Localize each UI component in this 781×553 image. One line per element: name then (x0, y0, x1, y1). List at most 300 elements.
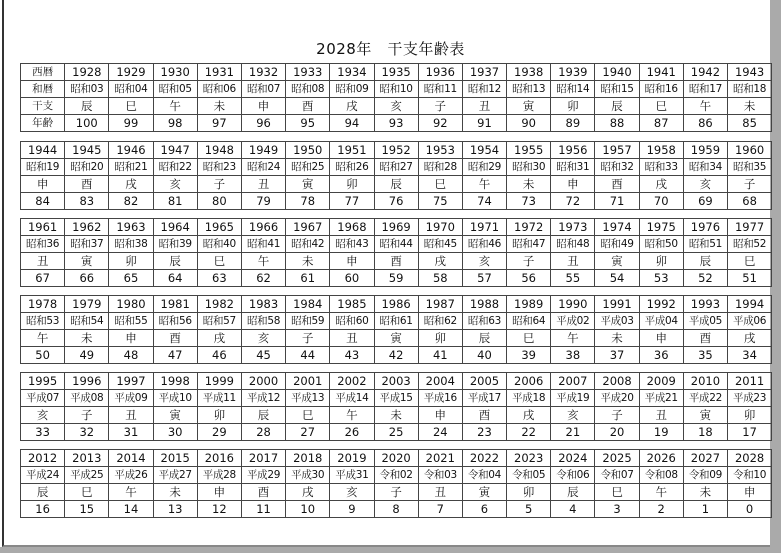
eto-cell: 辰 (374, 176, 418, 193)
year-cell: 1958 (639, 142, 683, 159)
eto-cell: 巳 (595, 484, 639, 501)
age-cell: 65 (109, 270, 153, 287)
table-row-eto (21, 407, 772, 424)
year-cell: 2019 (330, 450, 374, 467)
age-cell: 14 (109, 501, 153, 518)
era-cell: 昭和25 (286, 159, 330, 176)
year-cell: 1953 (418, 142, 462, 159)
eto-cell: 寅 (507, 98, 551, 115)
age-cell: 68 (728, 193, 772, 210)
year-cell: 2007 (551, 373, 595, 390)
age-cell: 60 (330, 270, 374, 287)
age-cell: 5 (507, 501, 551, 518)
era-cell: 令和05 (507, 467, 551, 484)
age-cell: 88 (595, 115, 639, 132)
era-cell: 平成20 (595, 390, 639, 407)
age-cell: 70 (639, 193, 683, 210)
year-cell: 2013 (65, 450, 109, 467)
year-cell: 1975 (639, 219, 683, 236)
era-cell: 平成31 (330, 467, 374, 484)
eto-cell: 未 (595, 330, 639, 347)
age-table-block (20, 449, 772, 518)
year-cell: 2014 (109, 450, 153, 467)
era-cell: 昭和20 (65, 159, 109, 176)
era-cell: 平成08 (65, 390, 109, 407)
year-cell: 1959 (683, 142, 727, 159)
eto-cell: 亥 (241, 330, 285, 347)
year-cell: 2015 (153, 450, 197, 467)
eto-cell: 卯 (330, 176, 374, 193)
era-cell: 平成28 (197, 467, 241, 484)
eto-cell: 午 (21, 330, 65, 347)
age-cell: 32 (65, 424, 109, 441)
eto-cell: 未 (65, 330, 109, 347)
eto-cell: 未 (286, 253, 330, 270)
era-cell: 昭和53 (21, 313, 65, 330)
table-row-age (21, 424, 772, 441)
table-row-age (21, 193, 772, 210)
year-cell: 2012 (21, 450, 65, 467)
age-cell: 98 (153, 115, 197, 132)
eto-cell: 巳 (639, 98, 683, 115)
era-cell: 昭和10 (374, 81, 418, 98)
age-cell: 30 (153, 424, 197, 441)
eto-cell: 申 (197, 484, 241, 501)
eto-cell: 辰 (683, 253, 727, 270)
age-cell: 16 (21, 501, 65, 518)
age-cell: 73 (507, 193, 551, 210)
eto-cell: 亥 (153, 176, 197, 193)
era-cell: 平成12 (241, 390, 285, 407)
year-cell: 1938 (507, 64, 551, 81)
age-cell: 43 (330, 347, 374, 364)
age-cell: 62 (241, 270, 285, 287)
eto-cell: 卯 (728, 407, 772, 424)
eto-cell: 未 (374, 407, 418, 424)
eto-cell: 卯 (551, 98, 595, 115)
era-cell: 平成02 (551, 313, 595, 330)
page-title: 2028年 干支年齢表 (316, 40, 465, 58)
age-cell: 0 (728, 501, 772, 518)
eto-cell: 卯 (639, 253, 683, 270)
era-cell: 平成07 (21, 390, 65, 407)
year-cell: 1995 (21, 373, 65, 390)
eto-cell: 巳 (197, 253, 241, 270)
table-row-era (21, 81, 772, 98)
row-header: 和暦 (21, 81, 65, 98)
age-cell: 24 (418, 424, 462, 441)
age-cell: 95 (286, 115, 330, 132)
eto-cell: 巳 (286, 407, 330, 424)
age-cell: 84 (21, 193, 65, 210)
era-cell: 平成22 (683, 390, 727, 407)
era-cell: 昭和32 (595, 159, 639, 176)
era-cell: 昭和50 (639, 236, 683, 253)
year-cell: 2025 (595, 450, 639, 467)
age-cell: 83 (65, 193, 109, 210)
year-cell: 1993 (683, 296, 727, 313)
year-cell: 1979 (65, 296, 109, 313)
eto-cell: 申 (418, 407, 462, 424)
era-cell: 昭和05 (153, 81, 197, 98)
age-cell: 15 (65, 501, 109, 518)
era-cell: 昭和56 (153, 313, 197, 330)
era-cell: 昭和30 (507, 159, 551, 176)
eto-cell: 卯 (507, 484, 551, 501)
year-cell: 1951 (330, 142, 374, 159)
era-cell: 昭和59 (286, 313, 330, 330)
era-cell: 昭和51 (683, 236, 727, 253)
eto-cell: 卯 (109, 253, 153, 270)
eto-cell: 寅 (286, 176, 330, 193)
eto-cell: 未 (197, 98, 241, 115)
eto-cell: 辰 (241, 407, 285, 424)
era-cell: 昭和09 (330, 81, 374, 98)
eto-cell: 辰 (153, 253, 197, 270)
year-cell: 1985 (330, 296, 374, 313)
age-cell: 48 (109, 347, 153, 364)
age-cell: 67 (21, 270, 65, 287)
age-cell: 13 (153, 501, 197, 518)
age-cell: 41 (418, 347, 462, 364)
year-cell: 2024 (551, 450, 595, 467)
year-cell: 2027 (683, 450, 727, 467)
eto-cell: 寅 (153, 407, 197, 424)
eto-cell: 辰 (595, 98, 639, 115)
age-cell: 89 (551, 115, 595, 132)
eto-cell: 酉 (374, 253, 418, 270)
age-cell: 11 (241, 501, 285, 518)
table-row-year (21, 219, 772, 236)
year-cell: 1957 (595, 142, 639, 159)
age-cell: 77 (330, 193, 374, 210)
year-cell: 2016 (197, 450, 241, 467)
era-cell: 令和08 (639, 467, 683, 484)
era-cell: 平成18 (507, 390, 551, 407)
eto-cell: 酉 (595, 176, 639, 193)
era-cell: 昭和12 (462, 81, 506, 98)
eto-cell: 丑 (109, 407, 153, 424)
age-cell: 64 (153, 270, 197, 287)
eto-cell: 午 (639, 484, 683, 501)
age-cell: 87 (639, 115, 683, 132)
age-cell: 28 (241, 424, 285, 441)
era-cell: 平成23 (728, 390, 772, 407)
year-cell: 1970 (418, 219, 462, 236)
era-cell: 平成26 (109, 467, 153, 484)
eto-cell: 午 (683, 98, 727, 115)
year-cell: 1983 (241, 296, 285, 313)
era-cell: 昭和15 (595, 81, 639, 98)
year-cell: 1969 (374, 219, 418, 236)
table-row-year (21, 64, 772, 81)
table-row-era (21, 159, 772, 176)
year-cell: 1932 (241, 64, 285, 81)
year-cell: 2021 (418, 450, 462, 467)
era-cell: 昭和42 (286, 236, 330, 253)
era-cell: 昭和40 (197, 236, 241, 253)
age-cell: 33 (21, 424, 65, 441)
era-cell: 昭和17 (683, 81, 727, 98)
table-row-era (21, 467, 772, 484)
era-cell: 昭和33 (639, 159, 683, 176)
year-cell: 1990 (551, 296, 595, 313)
eto-cell: 巳 (728, 253, 772, 270)
era-cell: 昭和43 (330, 236, 374, 253)
age-cell: 44 (286, 347, 330, 364)
age-table-block (20, 295, 772, 364)
age-cell: 36 (639, 347, 683, 364)
age-cell: 50 (21, 347, 65, 364)
eto-cell: 卯 (418, 330, 462, 347)
table-row-age (21, 270, 772, 287)
era-cell: 昭和13 (507, 81, 551, 98)
eto-cell: 寅 (683, 407, 727, 424)
era-cell: 平成16 (418, 390, 462, 407)
year-cell: 1940 (595, 64, 639, 81)
year-cell: 2010 (683, 373, 727, 390)
age-cell: 20 (595, 424, 639, 441)
year-cell: 1996 (65, 373, 109, 390)
age-cell: 69 (683, 193, 727, 210)
year-cell: 1976 (683, 219, 727, 236)
age-cell: 92 (418, 115, 462, 132)
eto-cell: 申 (21, 176, 65, 193)
era-cell: 昭和54 (65, 313, 109, 330)
age-cell: 74 (462, 193, 506, 210)
year-cell: 1994 (728, 296, 772, 313)
year-cell: 1942 (683, 64, 727, 81)
table-row-year (21, 373, 772, 390)
eto-cell: 丑 (21, 253, 65, 270)
era-cell: 平成10 (153, 390, 197, 407)
age-cell: 45 (241, 347, 285, 364)
row-header: 年齢 (21, 115, 65, 132)
age-cell: 72 (551, 193, 595, 210)
eto-cell: 丑 (330, 330, 374, 347)
year-cell: 1971 (462, 219, 506, 236)
era-cell: 令和02 (374, 467, 418, 484)
age-cell: 78 (286, 193, 330, 210)
year-cell: 1952 (374, 142, 418, 159)
age-cell: 90 (507, 115, 551, 132)
era-cell: 昭和47 (507, 236, 551, 253)
era-cell: 昭和27 (374, 159, 418, 176)
era-cell: 昭和36 (21, 236, 65, 253)
year-cell: 2006 (507, 373, 551, 390)
age-cell: 9 (330, 501, 374, 518)
eto-cell: 辰 (65, 98, 109, 115)
era-cell: 昭和06 (197, 81, 241, 98)
eto-cell: 戌 (639, 176, 683, 193)
age-cell: 7 (418, 501, 462, 518)
eto-cell: 子 (197, 176, 241, 193)
era-cell: 昭和46 (462, 236, 506, 253)
era-cell: 昭和26 (330, 159, 374, 176)
era-cell: 昭和39 (153, 236, 197, 253)
era-cell: 昭和57 (197, 313, 241, 330)
age-cell: 94 (330, 115, 374, 132)
row-header: 干支 (21, 98, 65, 115)
eto-cell: 戌 (109, 176, 153, 193)
age-cell: 6 (462, 501, 506, 518)
year-cell: 1960 (728, 142, 772, 159)
eto-cell: 申 (639, 330, 683, 347)
era-cell: 平成04 (639, 313, 683, 330)
age-cell: 34 (728, 347, 772, 364)
era-cell: 昭和34 (683, 159, 727, 176)
era-cell: 令和07 (595, 467, 639, 484)
age-cell: 71 (595, 193, 639, 210)
age-cell: 4 (551, 501, 595, 518)
age-cell: 12 (197, 501, 241, 518)
era-cell: 平成21 (639, 390, 683, 407)
year-cell: 1997 (109, 373, 153, 390)
era-cell: 昭和21 (109, 159, 153, 176)
page-shadow-bottom (0, 547, 781, 553)
age-cell: 26 (330, 424, 374, 441)
year-cell: 1946 (109, 142, 153, 159)
age-cell: 46 (197, 347, 241, 364)
era-cell: 昭和37 (65, 236, 109, 253)
year-cell: 1986 (374, 296, 418, 313)
age-cell: 53 (639, 270, 683, 287)
table-row-year (21, 450, 772, 467)
eto-cell: 辰 (551, 484, 595, 501)
eto-cell: 酉 (462, 407, 506, 424)
eto-cell: 未 (683, 484, 727, 501)
age-table-block (20, 63, 772, 132)
era-cell: 平成05 (683, 313, 727, 330)
age-table-block (20, 372, 772, 441)
eto-cell: 亥 (683, 176, 727, 193)
year-cell: 1948 (197, 142, 241, 159)
eto-cell: 巳 (65, 484, 109, 501)
era-cell: 昭和24 (241, 159, 285, 176)
year-cell: 2028 (728, 450, 772, 467)
eto-cell: 戌 (418, 253, 462, 270)
year-cell: 2017 (241, 450, 285, 467)
eto-cell: 酉 (241, 484, 285, 501)
year-cell: 1954 (462, 142, 506, 159)
era-cell: 平成13 (286, 390, 330, 407)
eto-cell: 巳 (109, 98, 153, 115)
year-cell: 1987 (418, 296, 462, 313)
year-cell: 1991 (595, 296, 639, 313)
eto-cell: 亥 (551, 407, 595, 424)
era-cell: 昭和52 (728, 236, 772, 253)
table-row-eto (21, 253, 772, 270)
eto-cell: 子 (595, 407, 639, 424)
eto-cell: 辰 (462, 330, 506, 347)
age-cell: 40 (462, 347, 506, 364)
eto-cell: 未 (153, 484, 197, 501)
age-cell: 49 (65, 347, 109, 364)
table-row-year (21, 142, 772, 159)
eto-cell: 丑 (551, 253, 595, 270)
eto-cell: 酉 (153, 330, 197, 347)
age-cell: 1 (683, 501, 727, 518)
year-cell: 1929 (109, 64, 153, 81)
eto-cell: 戌 (330, 98, 374, 115)
era-cell: 昭和63 (462, 313, 506, 330)
year-cell: 1956 (551, 142, 595, 159)
era-cell: 平成27 (153, 467, 197, 484)
row-header: 西暦 (21, 64, 65, 81)
table-row-eto (21, 330, 772, 347)
eto-cell: 酉 (65, 176, 109, 193)
eto-cell: 寅 (595, 253, 639, 270)
eto-cell: 子 (374, 484, 418, 501)
era-cell: 昭和60 (330, 313, 374, 330)
year-cell: 1934 (330, 64, 374, 81)
year-cell: 1939 (551, 64, 595, 81)
era-cell: 昭和58 (241, 313, 285, 330)
year-cell: 1977 (728, 219, 772, 236)
age-cell: 96 (241, 115, 285, 132)
year-cell: 1930 (153, 64, 197, 81)
era-cell: 昭和61 (374, 313, 418, 330)
year-cell: 1931 (197, 64, 241, 81)
age-cell: 81 (153, 193, 197, 210)
year-cell: 1962 (65, 219, 109, 236)
era-cell: 昭和45 (418, 236, 462, 253)
year-cell: 1961 (21, 219, 65, 236)
eto-cell: 午 (109, 484, 153, 501)
year-cell: 1988 (462, 296, 506, 313)
era-cell: 昭和07 (241, 81, 285, 98)
eto-cell: 午 (241, 253, 285, 270)
era-cell: 平成25 (65, 467, 109, 484)
year-cell: 1974 (595, 219, 639, 236)
age-table-block (20, 218, 772, 287)
era-cell: 令和10 (728, 467, 772, 484)
age-cell: 37 (595, 347, 639, 364)
eto-cell: 丑 (418, 484, 462, 501)
year-cell: 2008 (595, 373, 639, 390)
eto-cell: 戌 (507, 407, 551, 424)
era-cell: 令和04 (462, 467, 506, 484)
year-cell: 1982 (197, 296, 241, 313)
eto-cell: 未 (728, 98, 772, 115)
era-cell: 昭和23 (197, 159, 241, 176)
year-cell: 2026 (639, 450, 683, 467)
year-cell: 1950 (286, 142, 330, 159)
eto-cell: 子 (286, 330, 330, 347)
age-cell: 39 (507, 347, 551, 364)
eto-cell: 午 (153, 98, 197, 115)
year-cell: 1999 (197, 373, 241, 390)
year-cell: 1965 (197, 219, 241, 236)
era-cell: 昭和38 (109, 236, 153, 253)
eto-cell: 寅 (374, 330, 418, 347)
age-cell: 61 (286, 270, 330, 287)
year-cell: 2022 (462, 450, 506, 467)
eto-cell: 亥 (330, 484, 374, 501)
eto-cell: 申 (551, 176, 595, 193)
year-cell: 1973 (551, 219, 595, 236)
year-cell: 1967 (286, 219, 330, 236)
age-cell: 93 (374, 115, 418, 132)
year-cell: 1928 (65, 64, 109, 81)
age-cell: 86 (683, 115, 727, 132)
year-cell: 1964 (153, 219, 197, 236)
eto-cell: 未 (507, 176, 551, 193)
era-cell: 昭和41 (241, 236, 285, 253)
era-cell: 平成11 (197, 390, 241, 407)
eto-cell: 辰 (21, 484, 65, 501)
era-cell: 昭和19 (21, 159, 65, 176)
